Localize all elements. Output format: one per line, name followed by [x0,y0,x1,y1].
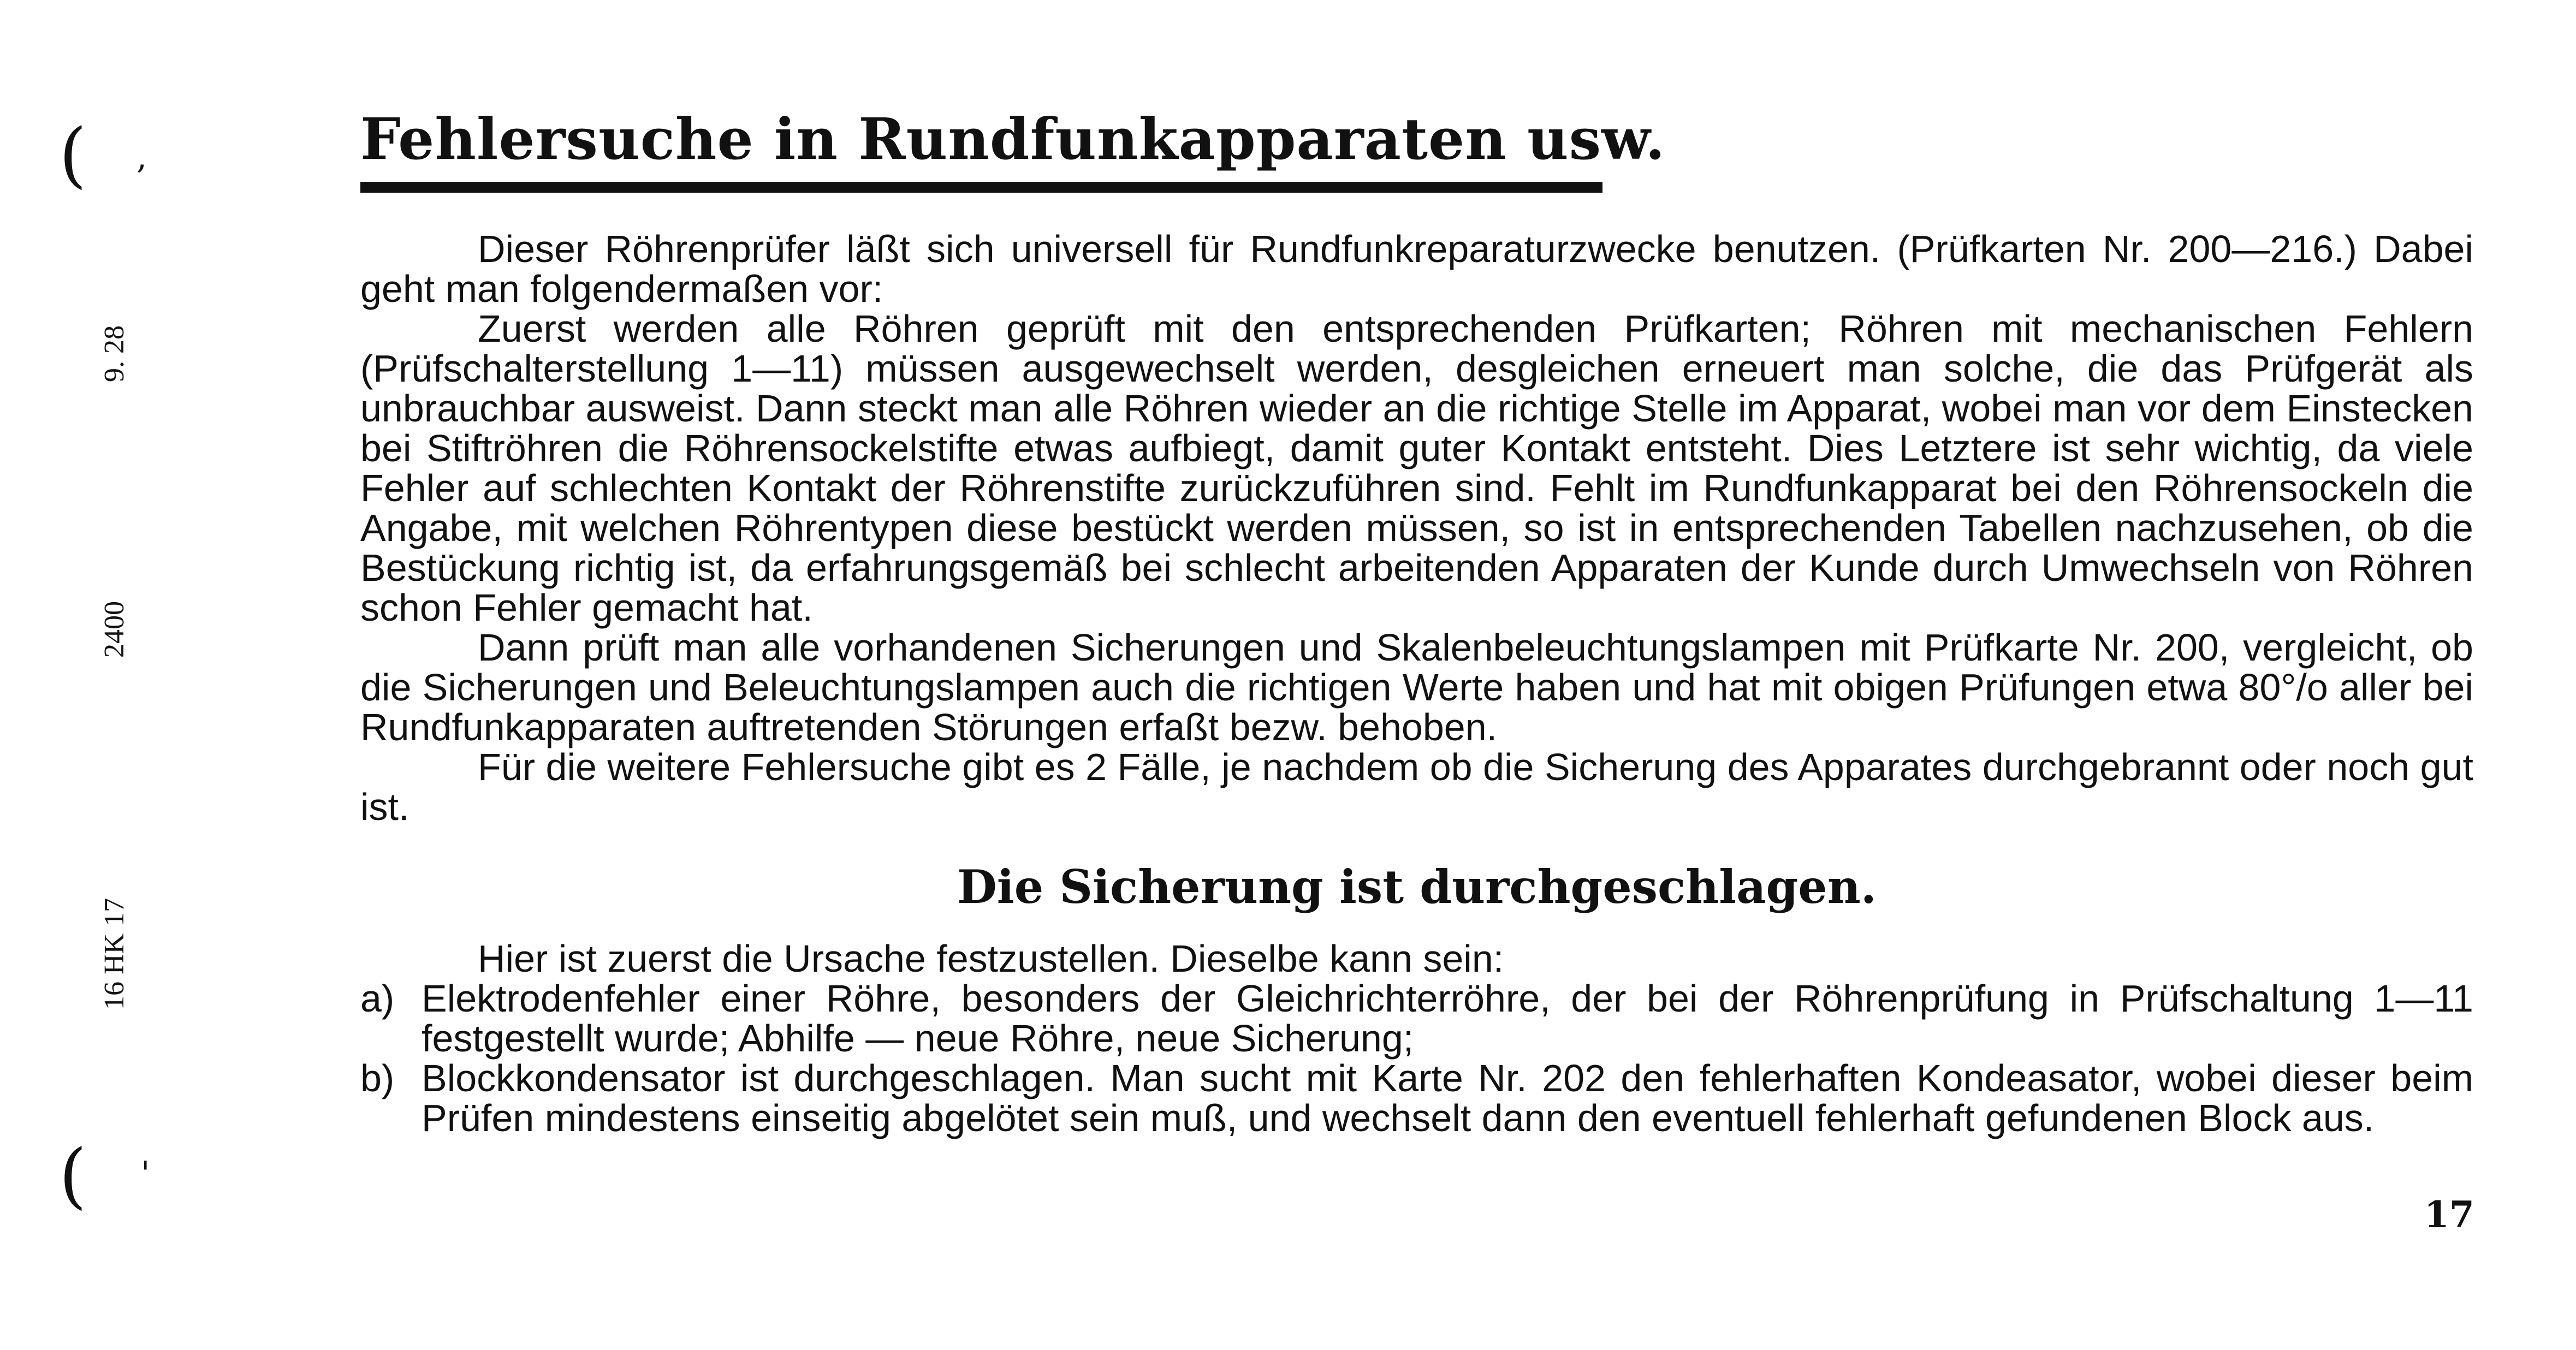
paragraph: Dann prüft man alle vorhandenen Sicherungen und Skalenbeleuchtungslampen mit Prüfkarte Nr. 200, vergleicht, ob die Sicherungen und Beleuchtungslampen auch die richtigen Werte haben und hat mit obigen Prüfungen etwa 80°/o aller bei Rundfunkapparaten auftretenden Störungen erfaßt bezw. behoben. [360,626,2473,748]
paragraph: Dieser Röhrenprüfer läßt sich universell für Rundfunkreparaturzwecke benutzen. (Prüfkarten Nr. 200—216.) Dabei geht man folgendermaßen vor: [360,228,2473,310]
paragraph: Hier ist zuerst die Ursache festzustellen. Dieselbe kann sein: [478,937,1504,980]
list-item [360,979,2473,1058]
page-title: Fehlersuche in Rundfunkapparaten usw. [360,105,1666,173]
margin-tick-mark: , [136,138,147,176]
paragraph: Zuerst werden alle Röhren geprüft mit den entsprechenden Prüfkarten; Röhren mit mechanischen Fehlern (Prüfschalterstellung 1—11) müssen ausgewechselt werden, desgleichen erneuert man solche, die das Prüfgerät als unbrauchbar ausweist. Dann steckt man alle Röhren wieder an die richtige Stelle im Apparat, wobei man vor dem Einstecken bei Stiftröhren die Röhrensockelstifte etwas aufbiegt, damit guter Kontakt entsteht. Dies Letztere ist sehr wichtig, da viele Fehler auf schlechten Kontakt der Röhrenstifte zurückzuführen sind. Fehlt im Rundfunkapparat bei den Röhrensockeln die Angabe, mit welchen Röhrentypen diese bestückt werden müssen, so ist in entsprechenden Tabellen nachzusehen, ob die Bestückung richtig ist, da erfahrungsgemäß bei schlecht arbeitenden Apparaten der Kunde durch Umwechseln von Röhren schon Fehler gemacht hat. [360,307,2473,629]
fuse-section [360,939,2473,1138]
list-item-text: Blockkondensator ist durchgeschlagen. Man sucht mit Karte Nr. 202 den fehlerhaften Kondeasator, wobei dieser beim Prüfen mindestens einseitig abgelötet sein muß, und wechselt dann den eventuell fehlerhaft gefundenen Block aus. [422,1057,2473,1139]
margin-note-print-run: 2400 [99,601,130,658]
title-underline [360,182,1602,193]
list-marker: a) [360,977,395,1020]
list-item [360,1058,2473,1138]
margin-note-date: 9. 28 [99,325,130,382]
margin-tick-mark: ' [141,1155,150,1193]
page-number: 17 [2424,1193,2474,1236]
punch-hole-mark-bottom: ( [59,1134,87,1217]
margin-note-form-code: 16 HK 17 [99,897,130,1010]
list-marker: b) [360,1057,395,1099]
intro-section [360,229,2473,827]
section-heading: Die Sicherung ist durchgeschlagen. [957,860,1877,914]
list-item-text: Elektrodenfehler einer Röhre, besonders der Gleichrichterröhre, der bei der Röhrenprüfung in Prüfschaltung 1—11 festgestellt wurde; Abhilfe — neue Röhre, neue Sicherung; [422,977,2473,1060]
paragraph: Für die weitere Fehlersuche gibt es 2 Fälle, je nachdem ob die Sicherung des Apparates durchgebrannt oder noch gut ist. [360,746,2473,828]
punch-hole-mark-top: ( [59,113,87,196]
